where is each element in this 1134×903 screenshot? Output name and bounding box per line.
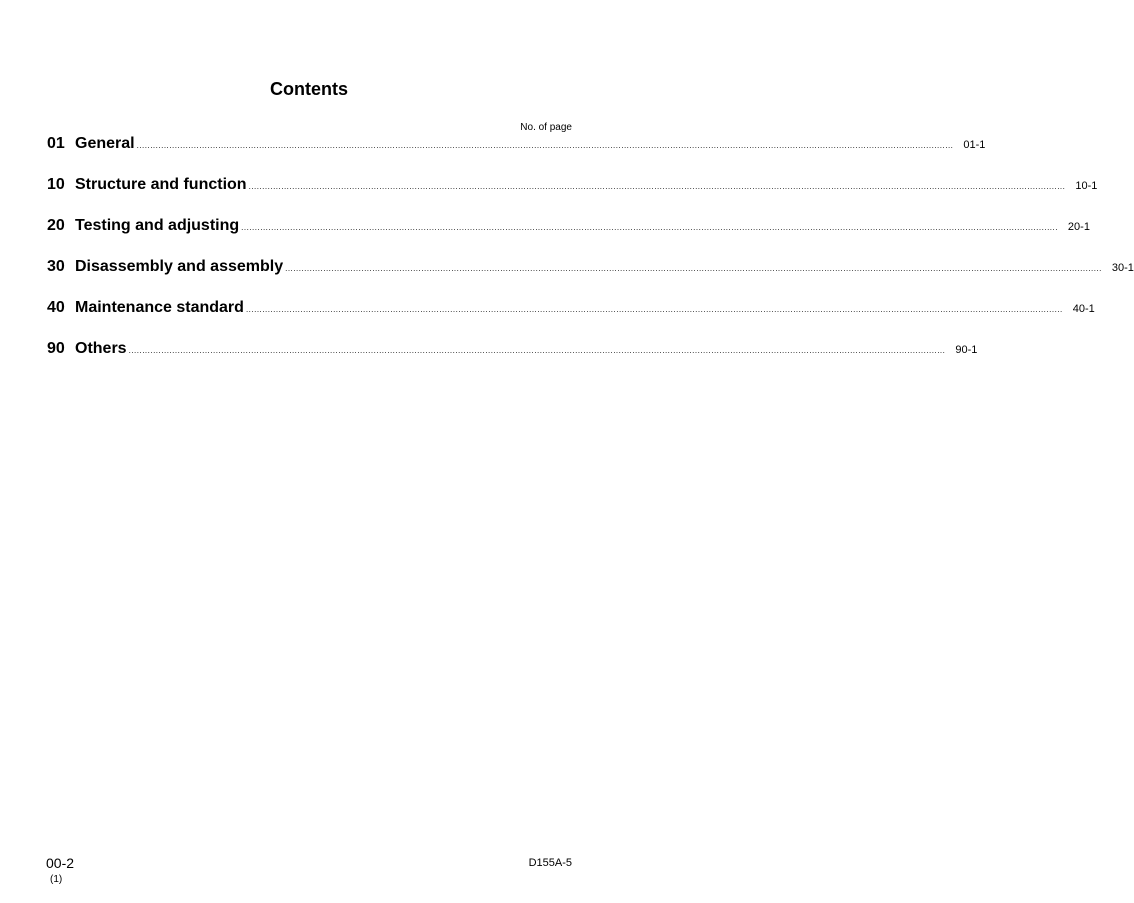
- toc-row-maintenance-standard[interactable]: [47, 299, 1095, 340]
- toc-section-number: 01: [47, 135, 65, 152]
- toc-section-title: General: [75, 135, 135, 152]
- toc-leader-dots: ............................................................................................................................................................................................................................................................................................................: [245, 305, 1063, 314]
- page-title: Contents: [270, 79, 348, 99]
- toc-section-title: Maintenance standard: [75, 299, 244, 316]
- table-of-contents: [47, 135, 1134, 381]
- toc-section-title: Disassembly and assembly: [75, 258, 284, 275]
- toc-row-others[interactable]: [47, 340, 978, 381]
- toc-section-number: 20: [47, 217, 65, 234]
- toc-section-title: Testing and adjusting: [75, 217, 240, 234]
- toc-leader-dots: ............................................................................................................................................................................................................................................................................................................: [241, 223, 1058, 232]
- toc-page-number: 30-1: [1111, 262, 1134, 274]
- toc-section-number: 30: [47, 258, 65, 275]
- toc-page-number: 40-1: [1072, 303, 1095, 315]
- toc-section-number: 40: [47, 299, 65, 316]
- toc-leader-dots: ............................................................................................................................................................................................................................................................................................................: [285, 264, 1102, 273]
- page-column-header: No. of page: [520, 122, 572, 133]
- toc-leader-dots: ............................................................................................................................................................................................................................................................................................................: [136, 141, 954, 150]
- toc-section-number: 90: [47, 340, 65, 357]
- toc-row-structure-and-function[interactable]: [47, 176, 1098, 217]
- toc-leader-dots: ............................................................................................................................................................................................................................................................................................................: [128, 346, 946, 355]
- toc-row-testing-and-adjusting[interactable]: [47, 217, 1090, 258]
- toc-section-title: Structure and function: [75, 176, 247, 193]
- toc-section-title: Others: [75, 340, 127, 357]
- toc-page-number: 01-1: [963, 139, 986, 151]
- toc-page-number: 20-1: [1067, 221, 1090, 233]
- toc-page-number: 90-1: [955, 344, 978, 356]
- footer-revision: (1): [50, 874, 63, 885]
- footer-model: D155A-5: [528, 857, 572, 869]
- toc-leader-dots: ............................................................................................................................................................................................................................................................................................................: [248, 182, 1066, 191]
- footer-page-number: 00-2: [46, 855, 75, 871]
- toc-page-number: 10-1: [1075, 180, 1098, 192]
- toc-section-number: 10: [47, 176, 65, 193]
- toc-row-disassembly-and-assembly[interactable]: [47, 258, 1134, 299]
- toc-row-general[interactable]: [47, 135, 986, 176]
